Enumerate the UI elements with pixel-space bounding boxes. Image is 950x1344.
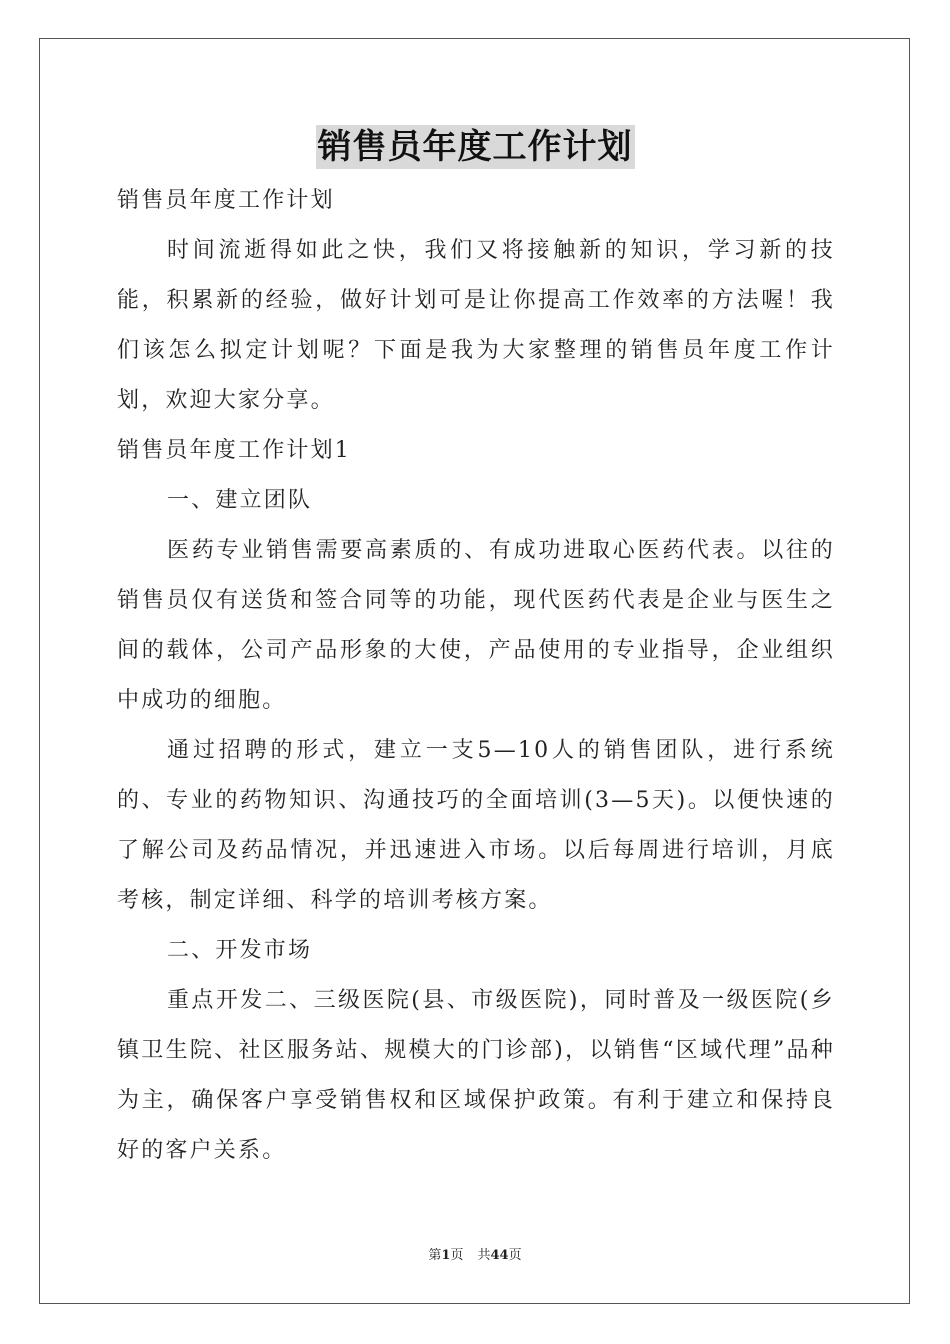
- paragraph: 重点开发二、三级医院(县、市级医院)，同时普及一级医院(乡镇卫生院、社区服务站、规模大的门诊部)，以销售“区域代理”品种为主，确保客户享受销售权和区域保护政策。有利于建立和保持良好的客户关系。: [117, 988, 835, 1163]
- total-prefix: 共: [477, 1248, 491, 1263]
- paragraph: 时间流逝得如此之快，我们又将接触新的知识，学习新的技能，积累新的经验，做好计划可是让你提高工作效率的方法喔！我们该怎么拟定计划呢？下面是我为大家整理的销售员年度工作计划，欢迎大家分享。: [117, 238, 835, 413]
- subsection-heading: 一、建立团队: [167, 488, 313, 513]
- page-number: 1: [441, 1248, 451, 1263]
- section-heading: 销售员年度工作计划1: [117, 438, 351, 463]
- subsection-heading: 二、开发市场: [167, 938, 313, 963]
- total-pages: 44: [490, 1248, 509, 1263]
- page-footer: [0, 1246, 950, 1266]
- document-title: 销售员年度工作计划: [317, 127, 633, 167]
- paragraph: 医药专业销售需要高素质的、有成功进取心医药代表。以往的销售员仅有送货和签合同等的功能，现代医药代表是企业与医生之间的载体，公司产品形象的大使，产品使用的专业指导，企业组织中成功的细胞。: [117, 538, 835, 713]
- title-container: [0, 125, 950, 169]
- paragraph: 通过招聘的形式，建立一支5—10人的销售团队，进行系统的、专业的药物知识、沟通技巧的全面培训(3—5天)。以便快速的了解公司及药品情况，并迅速进入市场。以后每周进行培训，月底考核，制定详细、科学的培训考核方案。: [117, 738, 835, 913]
- page-suffix: 页: [450, 1248, 464, 1263]
- paragraph: 销售员年度工作计划: [117, 188, 335, 213]
- document-body: [117, 176, 835, 1176]
- total-suffix: 页: [508, 1248, 522, 1263]
- page-prefix: 第: [428, 1248, 442, 1263]
